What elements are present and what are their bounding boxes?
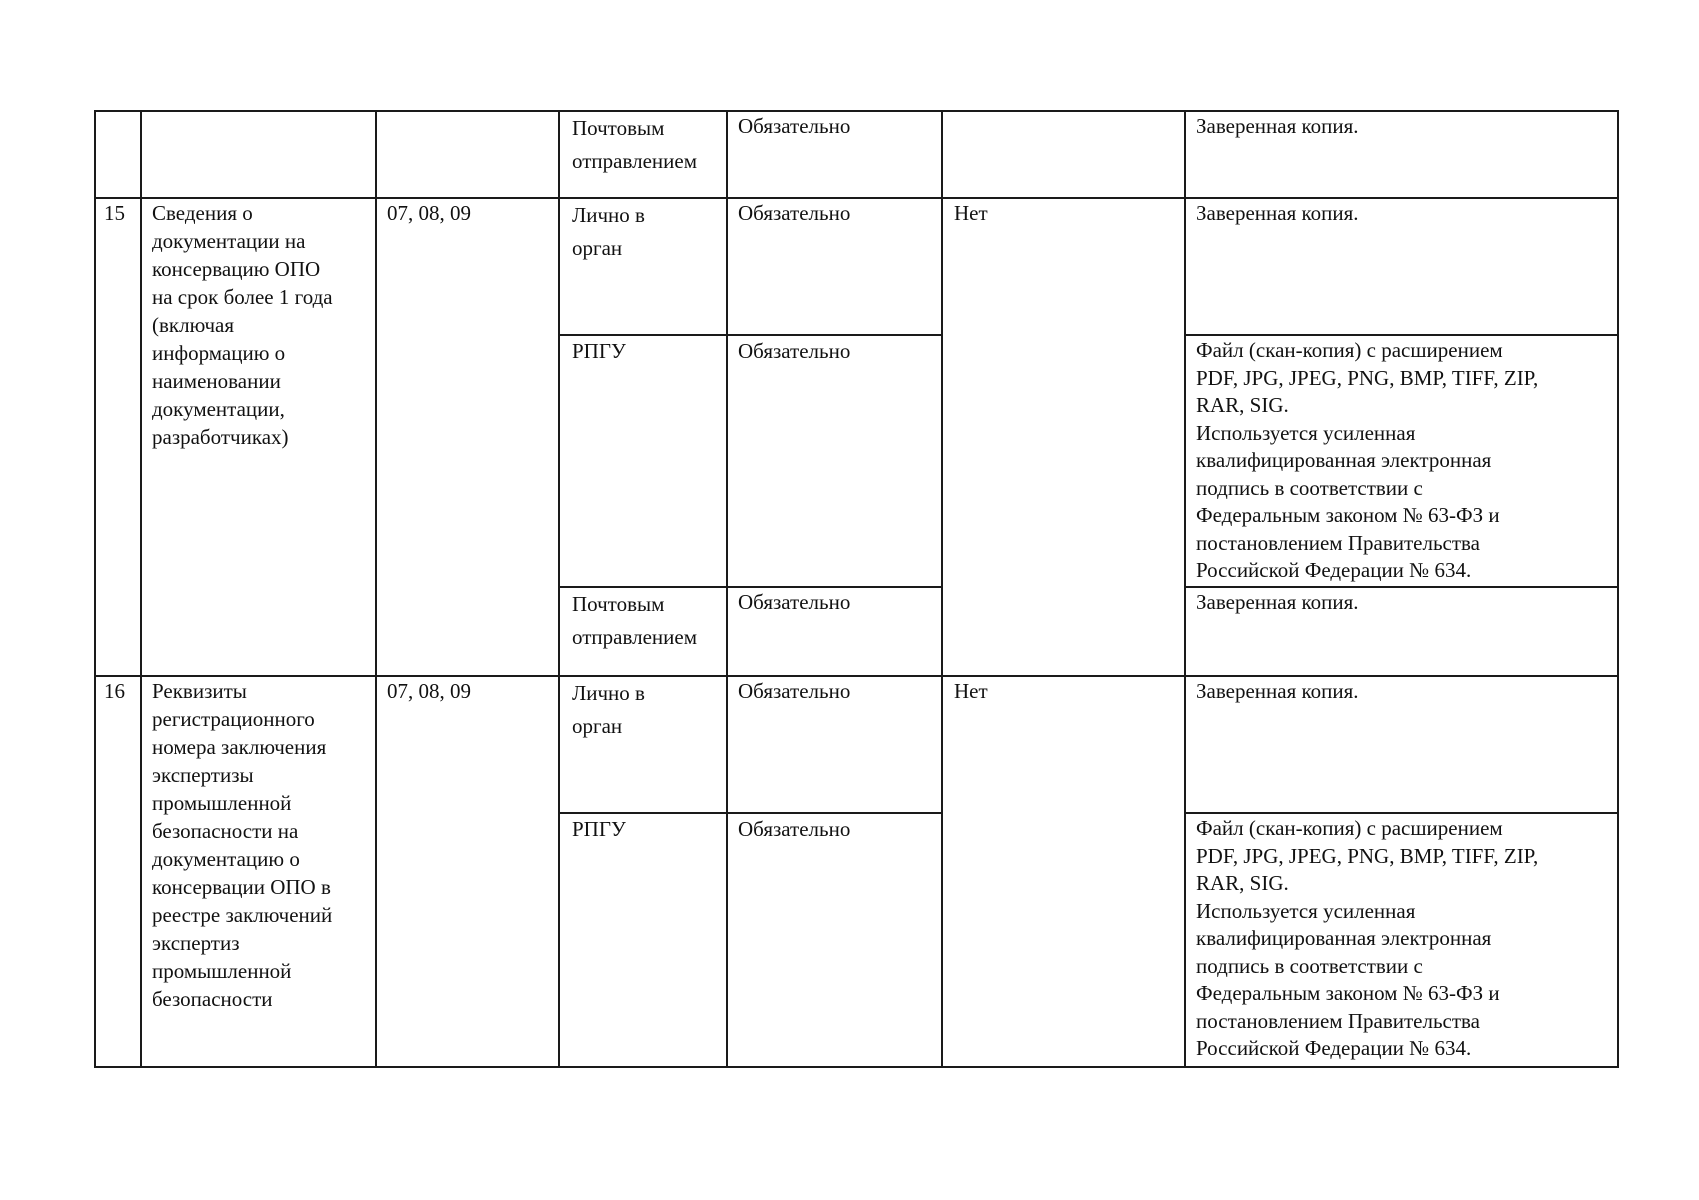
table-border-left — [94, 110, 96, 1068]
row-16-number: 16 — [104, 679, 125, 703]
col-divider-2 — [375, 110, 377, 1068]
row-16-codes: 07, 08, 09 — [387, 679, 471, 703]
row-16-method-2: РПГУ — [572, 817, 626, 841]
row-15-method-3: Почтовым отправлением — [572, 592, 697, 649]
col-divider-4 — [726, 110, 728, 1068]
col-divider-5 — [941, 110, 943, 1068]
row-16-format-1: Заверенная копия. — [1196, 679, 1359, 703]
row-16-name: Реквизиты регистрационного номера заключения экспертизы промышленной безопасности на документацию о консервации ОПО в реестре заключений экспертиз промышленной безопасности — [152, 679, 333, 1011]
table-border-bottom — [94, 1066, 1618, 1068]
row-0-format: Заверенная копия. — [1196, 114, 1359, 138]
row-15-format-3: Заверенная копия. — [1196, 590, 1359, 614]
row-16-method-1: Лично в орган — [572, 681, 645, 738]
row-15-requirement-3: Обязательно — [738, 590, 851, 614]
row-16-flag: Нет — [954, 679, 988, 703]
row-15-method-2: РПГУ — [572, 339, 626, 363]
row-15-codes: 07, 08, 09 — [387, 201, 471, 225]
row-15-flag: Нет — [954, 201, 988, 225]
row-16-requirement-1: Обязательно — [738, 679, 851, 703]
col-divider-6 — [1184, 110, 1186, 1068]
col-divider-1 — [140, 110, 142, 1068]
row-0-requirement: Обязательно — [738, 114, 851, 138]
row-15-format-1: Заверенная копия. — [1196, 201, 1359, 225]
row-15-name: Сведения о документации на консервацию ОПО на срок более 1 года (включая информацию о наименовании документации, разработчиках) — [152, 201, 333, 449]
subrow-divider-15-a-format — [1184, 334, 1618, 336]
row-16-format-2: Файл (скан-копия) с расширением PDF, JPG, JPEG, PNG, BMP, TIFF, ZIP, RAR, SIG. Используется усиленная квалифицированная электронная подпись в соответствии с Федеральным законом № 63-ФЗ и постановлением Правительства Российской Федерации № 634. — [1196, 816, 1539, 1060]
col-divider-3 — [558, 110, 560, 1068]
row-15-format-2: Файл (скан-копия) с расширением PDF, JPG, JPEG, PNG, BMP, TIFF, ZIP, RAR, SIG. Используется усиленная квалифицированная электронная подпись в соответствии с Федеральным законом № 63-ФЗ и постановлением Правительства Российской Федерации № 634. — [1196, 338, 1539, 582]
table-border-top — [94, 110, 1618, 112]
row-15-requirement-2: Обязательно — [738, 339, 851, 363]
row-0-method: Почтовым отправлением — [572, 116, 697, 173]
subrow-divider-16-a — [559, 812, 942, 814]
subrow-divider-16-a-format — [1184, 812, 1618, 814]
table-border-right — [1617, 110, 1619, 1068]
row-15-method-1: Лично в орган — [572, 203, 645, 260]
row-15-requirement-1: Обязательно — [738, 201, 851, 225]
subrow-divider-15-a — [559, 334, 942, 336]
row-16-requirement-2: Обязательно — [738, 817, 851, 841]
row-15-number: 15 — [104, 201, 125, 225]
